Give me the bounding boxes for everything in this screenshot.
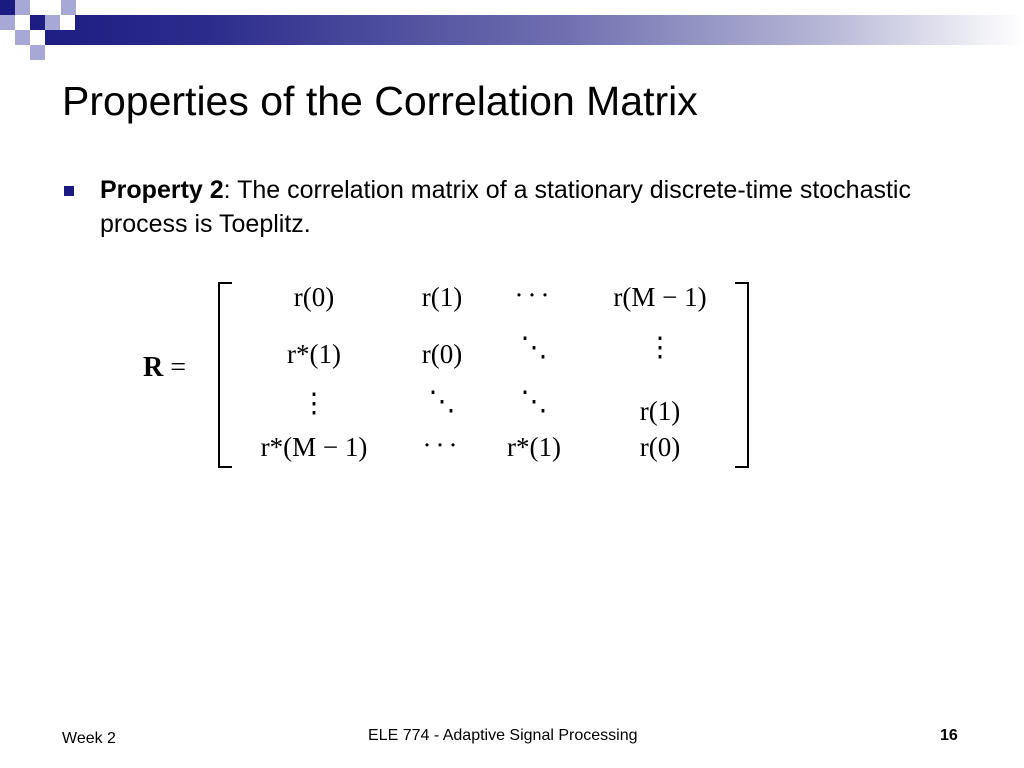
matrix-cell: ⋮ (646, 332, 674, 362)
property-label: Property 2 (100, 176, 224, 204)
decor-square (15, 0, 30, 15)
equation-lhs (143, 352, 186, 384)
footer-week: Week 2 (62, 730, 116, 747)
matrix-cell: ⋱ (520, 332, 548, 362)
matrix-symbol: R (143, 352, 164, 383)
matrix-cell: ⋱ (520, 386, 548, 416)
bullet-text (100, 173, 930, 241)
decor-square (60, 15, 75, 30)
decor-square (15, 15, 30, 30)
decor-square (30, 0, 45, 15)
footer-course-title: ELE 774 - Adaptive Signal Processing (368, 727, 638, 744)
slide-title: Properties of the Correlation Matrix (62, 78, 698, 124)
matrix-cell: r(M − 1) (613, 282, 707, 312)
right-bracket (735, 282, 749, 468)
property-description: : The correlation matrix of a stationary discrete-time stochastic process is Toeplitz. (100, 176, 911, 238)
left-bracket (218, 282, 232, 468)
matrix-cell: ⋮ (300, 388, 328, 418)
matrix-cell: ··· (514, 280, 554, 310)
matrix-cell: r*(1) (287, 339, 341, 369)
matrix-cell: r(0) (639, 432, 681, 462)
matrix-cell: ··· (422, 430, 462, 460)
matrix-cell: r*(M − 1) (260, 432, 368, 462)
decor-square (30, 30, 45, 45)
matrix-cell: r(1) (421, 282, 463, 312)
decor-square (61, 0, 76, 15)
decor-square (15, 30, 30, 45)
matrix-cell: ⋱ (428, 386, 456, 416)
matrix-cell: r(1) (639, 396, 681, 426)
decor-square (0, 0, 15, 15)
decor-square (0, 15, 15, 30)
matrix-cell: r*(1) (507, 432, 561, 462)
equals-sign: = (170, 352, 187, 383)
square-bullet-icon (64, 186, 74, 196)
matrix-cell: r(0) (293, 282, 335, 312)
decor-square (45, 15, 60, 30)
footer-page-number: 16 (940, 727, 958, 744)
matrix-cell: r(0) (421, 339, 463, 369)
decor-square (30, 45, 45, 60)
header-gradient-bar (0, 15, 1024, 45)
